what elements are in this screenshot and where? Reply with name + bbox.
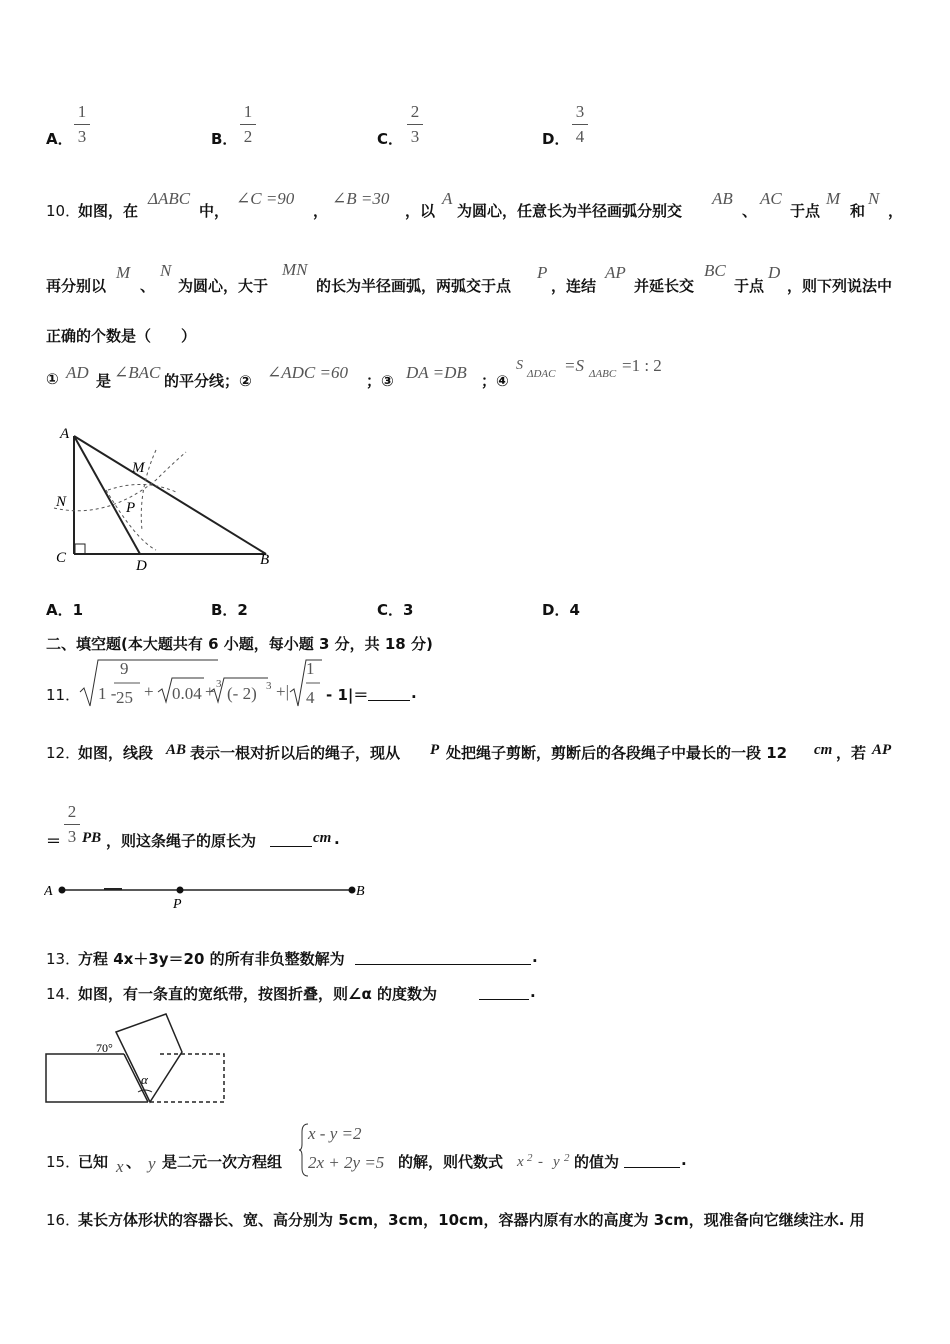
fig-label-c: C bbox=[56, 550, 67, 566]
q10-math: =1 : 2 bbox=[622, 356, 662, 375]
q10-math: AC bbox=[760, 189, 782, 208]
fig-label-n: N bbox=[56, 494, 67, 510]
q13-text: . bbox=[532, 948, 538, 966]
q15-answer-blank[interactable] bbox=[624, 1153, 680, 1172]
q12-text: . bbox=[334, 830, 340, 848]
q10-text: 、 bbox=[742, 202, 758, 220]
q10-text: ，则下列说法中 bbox=[787, 277, 893, 295]
seg-label-a: A bbox=[44, 884, 53, 899]
q11-part: 25 bbox=[116, 688, 133, 707]
q10-math: ΔABC bbox=[589, 368, 617, 380]
q10-option-a: A．1 bbox=[46, 601, 84, 619]
q10-text: 正确的个数是（ ） bbox=[46, 327, 197, 345]
q10-math: DA =DB bbox=[406, 363, 467, 382]
q11-part: 3 bbox=[216, 678, 222, 690]
q15-math: 2 bbox=[527, 1152, 533, 1164]
q12-text: 处把绳子剪断，剪断后的各段绳子中最长的一段 12 bbox=[446, 744, 788, 762]
q10-math: ∠ADC =60 bbox=[267, 363, 348, 382]
q15-text: . bbox=[681, 1151, 687, 1169]
q10-math: ΔABC bbox=[148, 189, 191, 208]
q10-text: 于点 bbox=[790, 202, 821, 220]
q9-option-c-label: C． bbox=[377, 130, 404, 148]
q15-text: 是二元一次方程组 bbox=[162, 1153, 283, 1171]
q15-text: 已知 bbox=[78, 1153, 109, 1171]
q9-option-b-label: B． bbox=[211, 130, 238, 148]
q10-math: N bbox=[160, 261, 172, 280]
q10-text: ，连结 bbox=[551, 277, 597, 295]
q13-number: 13． bbox=[46, 950, 81, 968]
q10-text: 、 bbox=[140, 277, 156, 295]
q14-angle-70-label: 70° bbox=[96, 1041, 113, 1055]
q15-text: 的值为 bbox=[574, 1153, 620, 1171]
q10-math: AP bbox=[605, 263, 626, 282]
q10-math: M bbox=[826, 189, 841, 208]
q11-answer-blank[interactable] bbox=[368, 686, 410, 705]
q14-text: 如图，有一条直的宽纸带，按图折叠，则∠α 的度数为 bbox=[78, 985, 437, 1003]
fig-label-a: A bbox=[60, 426, 70, 442]
q13-text: 方程 4x＋3y＝20 的所有非负整数解为 bbox=[78, 950, 345, 968]
q10-math: =S bbox=[564, 356, 584, 375]
q11-part: 3 bbox=[266, 680, 272, 692]
q10-math: ∠BAC bbox=[114, 363, 161, 382]
q10-text: 于点 bbox=[734, 277, 765, 295]
q10-text: 和 bbox=[850, 202, 866, 220]
q16-text: 某长方体形状的容器长、宽、高分别为 5cm，3cm，10cm，容器内原有水的高度为 3cm，现准备向它继续注水. 用 bbox=[78, 1211, 865, 1229]
q10-math: ΔDAC bbox=[527, 368, 556, 380]
q9-option-b-fraction: 1 2 bbox=[240, 102, 256, 147]
q14-number: 14． bbox=[46, 985, 81, 1003]
q10-option-c: C．3 bbox=[377, 601, 414, 619]
q10-text: 为圆心，任意长为半径画弧分别交 bbox=[457, 202, 683, 220]
q14-text: . bbox=[530, 983, 536, 1001]
q15-math: x bbox=[517, 1154, 524, 1170]
q12-text: ，若 bbox=[836, 744, 867, 762]
q15-number: 15． bbox=[46, 1153, 81, 1171]
q10-text: 中， bbox=[199, 202, 230, 220]
q15-math: x bbox=[116, 1157, 124, 1176]
section-2-title: 二、填空题(本大题共有 6 小题，每小题 3 分，共 18 分) bbox=[46, 635, 433, 653]
q12-text: 如图，线段 bbox=[78, 744, 154, 762]
q12-text: ，则这条绳子的原长为 bbox=[106, 832, 257, 850]
q10-option-b: B．2 bbox=[211, 601, 248, 619]
q9-option-d-label: D． bbox=[542, 130, 570, 148]
q12-fraction: 2 3 bbox=[64, 802, 80, 847]
q15-math: - bbox=[538, 1154, 543, 1170]
q10-math: ∠C =90 bbox=[236, 189, 295, 208]
q12-text: 表示一根对折以后的绳子，现从 bbox=[190, 744, 401, 762]
q10-math: A bbox=[442, 189, 453, 208]
q12-text: ＝ bbox=[46, 832, 62, 850]
q10-text: 是 bbox=[96, 372, 112, 390]
q12-text: AB bbox=[166, 742, 187, 758]
q10-text: 的平分线；② bbox=[164, 372, 252, 390]
q13-answer-blank[interactable] bbox=[355, 950, 531, 969]
q14-paper-strip-figure bbox=[44, 1010, 230, 1108]
q9-option-c-fraction: 2 3 bbox=[407, 102, 423, 147]
q15-text: 的解，则代数式 bbox=[398, 1153, 504, 1171]
q11-part: + bbox=[144, 682, 154, 701]
q15-math: x - y =2 bbox=[308, 1124, 362, 1143]
q12-text: cm bbox=[814, 742, 833, 758]
q11-part: + bbox=[205, 682, 215, 701]
q10-option-d: D．4 bbox=[542, 601, 580, 619]
q11-part: +| bbox=[276, 682, 289, 701]
q10-text: ；④ bbox=[481, 372, 509, 390]
q11-part: 9 bbox=[120, 659, 129, 678]
q10-text: ， bbox=[313, 202, 329, 220]
q10-math: S bbox=[516, 358, 523, 373]
q11-part: (- 2) bbox=[227, 684, 257, 703]
q11-part: 0.04 bbox=[172, 684, 202, 703]
q16-number: 16． bbox=[46, 1211, 81, 1229]
q10-text: ， bbox=[888, 202, 904, 220]
q10-triangle-figure bbox=[46, 420, 286, 580]
q9-option-a-fraction: 1 3 bbox=[74, 102, 90, 147]
q11-number: 11． bbox=[46, 686, 81, 704]
q10-text: 并延长交 bbox=[634, 277, 695, 295]
q10-text: ，以 bbox=[405, 202, 436, 220]
q10-text: ；③ bbox=[366, 372, 394, 390]
q9-option-a-label: A． bbox=[46, 130, 73, 148]
q12-text: PB bbox=[82, 830, 102, 846]
q12-answer-blank[interactable] bbox=[270, 832, 312, 851]
q15-math: y bbox=[553, 1154, 560, 1170]
q12-segment-figure bbox=[44, 878, 374, 912]
q10-math: AB bbox=[712, 189, 733, 208]
fig-label-p: P bbox=[126, 500, 136, 516]
q10-text: 的长为半径画弧，两弧交于点 bbox=[316, 277, 512, 295]
fig-label-m: M bbox=[132, 460, 145, 476]
q11-part: 4 bbox=[306, 688, 315, 707]
q10-math: ∠B =30 bbox=[332, 189, 390, 208]
q15-math: 2 bbox=[564, 1152, 570, 1164]
q11-part: 1 - bbox=[98, 684, 117, 703]
q10-text: ① bbox=[46, 370, 59, 388]
q10-math: P bbox=[537, 263, 548, 282]
q15-text: 、 bbox=[126, 1153, 142, 1171]
q9-option-d-fraction: 3 4 bbox=[572, 102, 588, 147]
seg-label-p: P bbox=[173, 897, 182, 912]
q10-math: M bbox=[116, 263, 131, 282]
q10-number: 10． bbox=[46, 202, 81, 220]
q15-math: y bbox=[148, 1154, 156, 1173]
q12-text: AP bbox=[872, 742, 892, 758]
q14-alpha-label: α bbox=[141, 1072, 148, 1087]
q10-math: AD bbox=[66, 363, 89, 382]
q10-text: 再分别以 bbox=[46, 277, 107, 295]
q12-number: 12． bbox=[46, 744, 81, 762]
fig-label-b: B bbox=[260, 552, 270, 568]
q12-text: P bbox=[430, 742, 440, 758]
q10-math: BC bbox=[704, 261, 726, 280]
q10-math: D bbox=[768, 263, 781, 282]
q10-text: 为圆心，大于 bbox=[178, 277, 269, 295]
q15-math: 2x + 2y =5 bbox=[308, 1153, 385, 1172]
q11-part: - 1|＝ bbox=[326, 686, 369, 704]
q11-part: . bbox=[411, 684, 417, 702]
q10-math: N bbox=[868, 189, 880, 208]
q14-answer-blank[interactable] bbox=[479, 985, 529, 1004]
fig-label-d: D bbox=[136, 558, 147, 574]
q10-text: 如图，在 bbox=[78, 202, 139, 220]
q12-text: cm bbox=[313, 830, 332, 846]
q11-part: 1 bbox=[306, 659, 315, 678]
q10-math: MN bbox=[282, 260, 308, 279]
seg-label-b: B bbox=[356, 884, 365, 899]
